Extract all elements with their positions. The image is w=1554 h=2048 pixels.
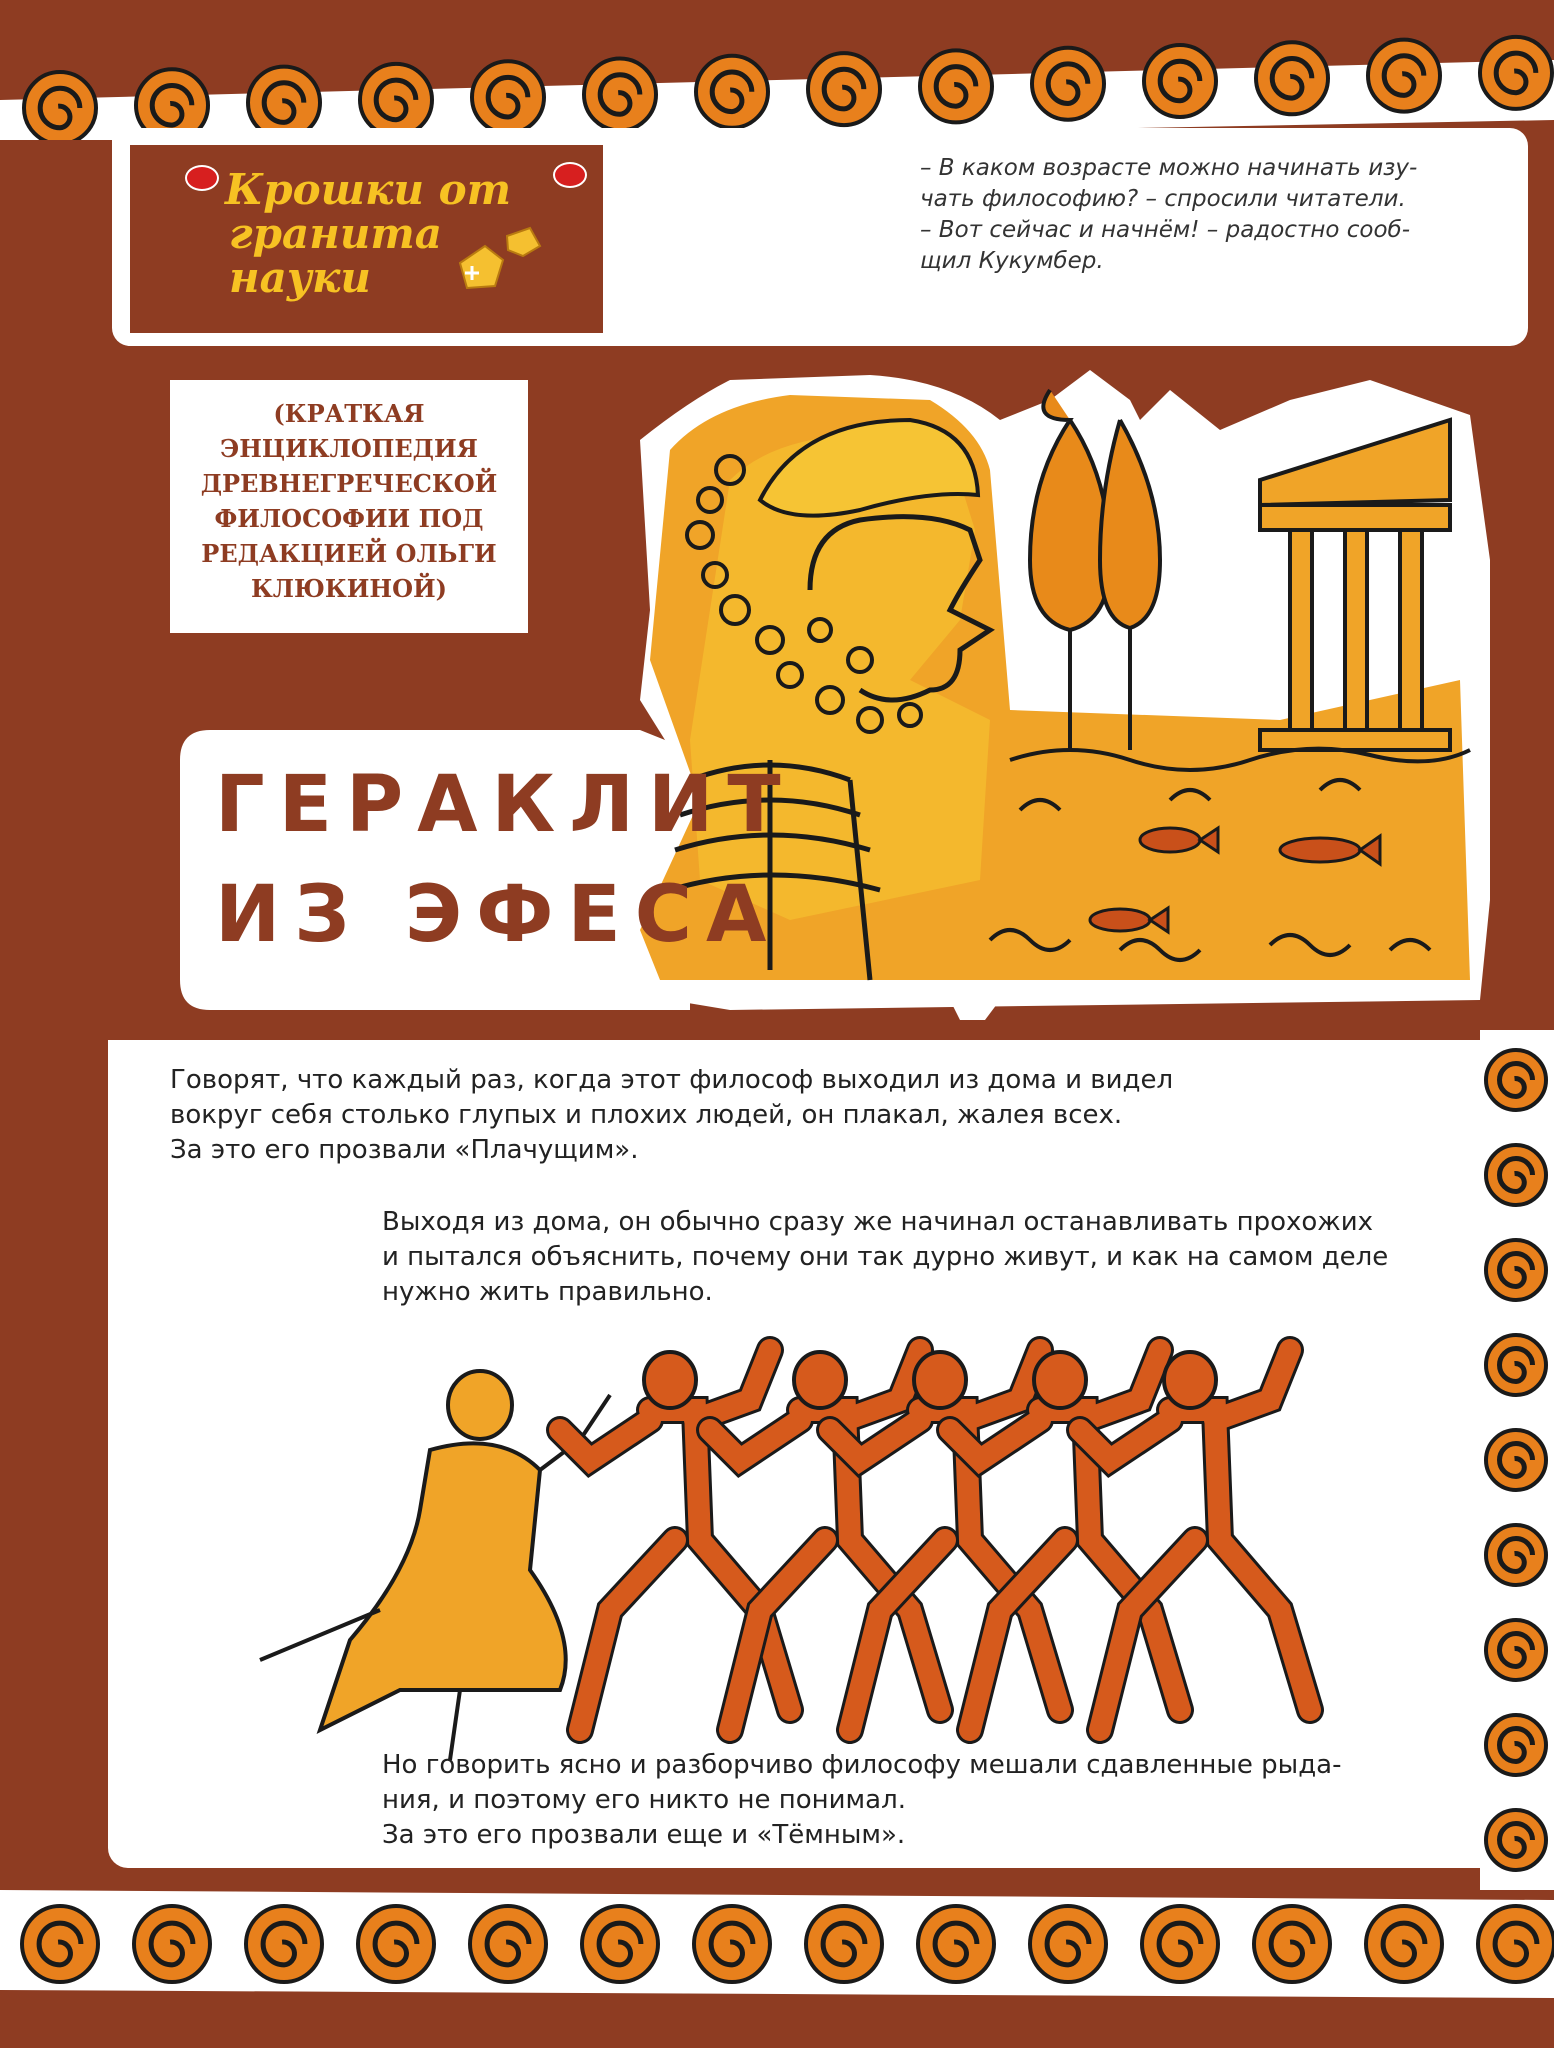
- wave-spiral-icon: [806, 1906, 882, 1982]
- badge-title-line: гранита: [229, 209, 443, 258]
- paragraph-2: [382, 1205, 1388, 1310]
- wave-spiral-icon: [1478, 1906, 1554, 1982]
- paragraph-line: Выходя из дома, он обычно сразу же начинал останавливать прохожих: [382, 1207, 1374, 1237]
- wave-spiral-icon: [584, 59, 656, 131]
- wave-spiral-icon: [920, 50, 992, 122]
- wave-spiral-icon: [1486, 1810, 1546, 1870]
- crystal-icon: [445, 218, 555, 298]
- philosopher-name-line1: ГЕРАКЛИТ: [215, 760, 795, 850]
- right-wave-border: [1470, 1030, 1554, 1890]
- wave-spiral-icon: [582, 1906, 658, 1982]
- paragraph-line: вокруг себя столько глупых и плохих людей, он плакал, жалея всех.: [170, 1100, 1123, 1130]
- left-arrow-icon: [185, 165, 219, 191]
- wave-spiral-icon: [1486, 1430, 1546, 1490]
- wave-spiral-icon: [1256, 42, 1328, 114]
- paragraph-3: [382, 1748, 1342, 1853]
- wave-spiral-icon: [696, 56, 768, 128]
- paragraph-line: и пытался объяснить, почему они так дурно живут, и как на самом деле: [382, 1242, 1389, 1272]
- wave-spiral-icon: [918, 1906, 994, 1982]
- wave-spiral-icon: [1486, 1715, 1546, 1775]
- wave-spiral-icon: [1486, 1050, 1546, 1110]
- paragraph-line: За это его прозвали еще и «Тёмным».: [382, 1820, 906, 1850]
- encyclopedia-line: ДРЕВНЕГРЕЧЕСКОЙ: [200, 469, 498, 498]
- encyclopedia-line: (КРАТКАЯ: [273, 399, 425, 428]
- wave-spiral-icon: [1144, 45, 1216, 117]
- paragraph-line: ния, и поэтому его никто не понимал.: [382, 1785, 906, 1815]
- wave-spiral-icon: [360, 64, 432, 136]
- wave-spiral-icon: [1366, 1906, 1442, 1982]
- paragraph-1: [170, 1063, 1173, 1168]
- wave-spiral-icon: [1486, 1240, 1546, 1300]
- paragraph-line: Говорят, что каждый раз, когда этот философ выходил из дома и видел: [170, 1065, 1174, 1095]
- wave-spiral-icon: [1486, 1145, 1546, 1205]
- paragraph-line: нужно жить правильно.: [382, 1277, 713, 1307]
- wave-spiral-icon: [1030, 1906, 1106, 1982]
- wave-spiral-icon: [1486, 1620, 1546, 1680]
- wave-spiral-icon: [1486, 1335, 1546, 1395]
- wave-spiral-icon: [1254, 1906, 1330, 1982]
- wave-spiral-icon: [1032, 48, 1104, 120]
- wave-spiral-icon: [808, 53, 880, 125]
- encyclopedia-line: РЕДАКЦИЕЙ ОЛЬГИ: [201, 539, 497, 568]
- paragraph-line: Но говорить ясно и разборчиво философу мешали сдавленные рыда-: [382, 1750, 1342, 1780]
- badge-title-line: Крошки от: [225, 165, 512, 214]
- wave-spiral-icon: [358, 1906, 434, 1982]
- encyclopedia-line: КЛЮКИНОЙ): [250, 574, 448, 603]
- badge-title-line: науки: [229, 253, 371, 302]
- intro-line: – В каком возрасте можно начинать изу-: [920, 155, 1418, 181]
- wave-spiral-icon: [470, 1906, 546, 1982]
- encyclopedia-line: ФИЛОСОФИИ ПОД: [214, 504, 484, 533]
- fleeing-people-illustration: [200, 1310, 1380, 1780]
- wave-spiral-icon: [22, 1906, 98, 1982]
- wave-spiral-icon: [134, 1906, 210, 1982]
- wave-spiral-icon: [1486, 1525, 1546, 1585]
- encyclopedia-line: ЭНЦИКЛОПЕДИЯ: [220, 434, 478, 463]
- wave-spiral-icon: [694, 1906, 770, 1982]
- wave-spiral-icon: [1368, 40, 1440, 112]
- wave-spiral-icon: [1142, 1906, 1218, 1982]
- intro-line: щил Кукумбер.: [920, 248, 1104, 274]
- right-arrow-icon: [553, 162, 587, 188]
- paragraph-line: За это его прозвали «Плачущим».: [170, 1135, 639, 1165]
- wave-spiral-icon: [24, 72, 96, 140]
- bottom-wave-border: [0, 1880, 1554, 2010]
- intro-line: – Вот сейчас и начнём! – радостно сооб-: [920, 217, 1411, 243]
- intro-dialogue: [920, 153, 1417, 277]
- wave-spiral-icon: [1480, 37, 1552, 109]
- philosopher-name-line2: ИЗ ЭФЕСА: [215, 870, 781, 960]
- top-wave-border: [0, 30, 1554, 140]
- intro-line: чать философию? – спросили читатели.: [920, 186, 1406, 212]
- wave-spiral-icon: [472, 61, 544, 133]
- wave-spiral-icon: [246, 1906, 322, 1982]
